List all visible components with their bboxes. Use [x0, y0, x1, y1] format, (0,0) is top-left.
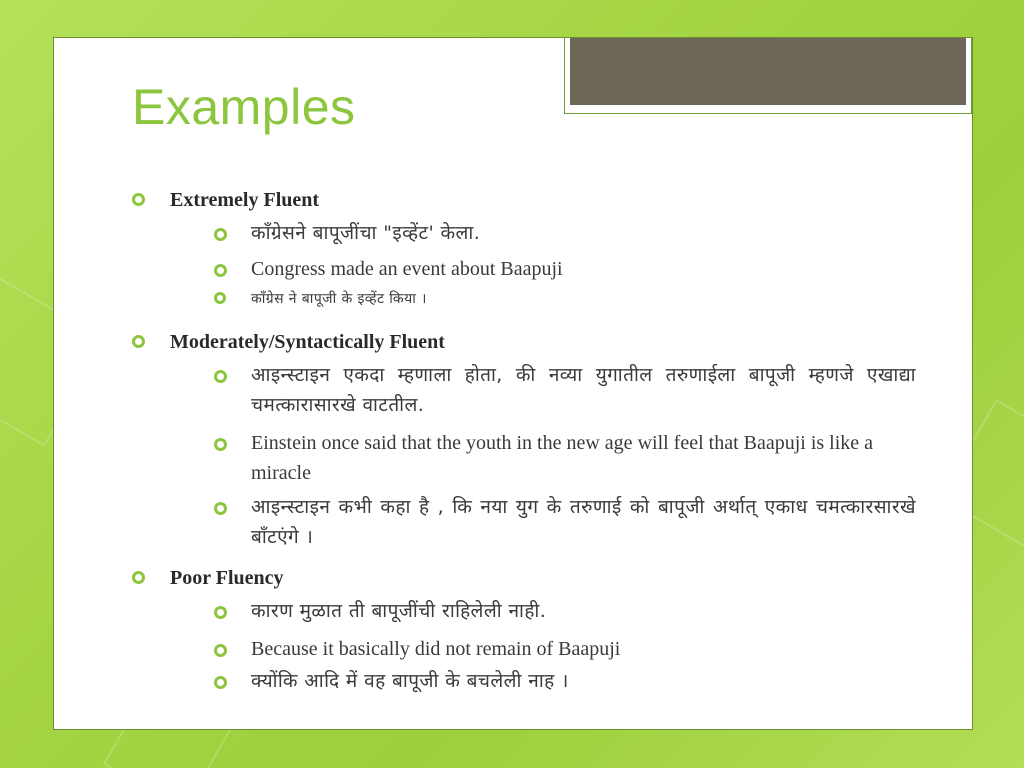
list-item-text: Congress made an event about Baapuji — [251, 258, 563, 280]
list-item-text: क्योंकि आदि में वह बापूजी के बचलेली नाह । — [251, 670, 569, 692]
list-item — [130, 254, 916, 284]
ring-bullet-icon — [214, 676, 227, 689]
list-item — [130, 360, 916, 420]
ring-bullet-icon — [214, 438, 227, 451]
list-item-text: कॉंग्रेस ने बापूजी के इव्हेंट किया । — [251, 291, 427, 307]
ring-bullet-icon — [214, 292, 226, 304]
list-item — [130, 218, 916, 248]
ring-bullet-icon — [214, 606, 227, 619]
ring-bullet-icon — [214, 502, 227, 515]
title-decoration-block — [564, 38, 972, 114]
ring-bullet-icon — [132, 193, 145, 206]
slide-title: Examples — [132, 79, 356, 135]
ring-bullet-icon — [214, 264, 227, 277]
ring-bullet-icon — [132, 335, 145, 348]
list-item-text: कॉंग्रेसने बापूजींचा "इव्हेंट' केला. — [251, 222, 481, 244]
list-item — [130, 492, 916, 552]
ring-bullet-icon — [214, 228, 227, 241]
list-item — [130, 284, 916, 314]
section-heading-poor-fluency — [130, 564, 930, 592]
section-heading-text: Moderately/Syntactically Fluent — [170, 331, 445, 353]
ring-bullet-icon — [214, 644, 227, 657]
list-item-text: Einstein once said that the youth in the new age will feel that Baapuji is like a miracle — [251, 432, 874, 484]
list-item-text: आइन्स्टाइन कभी कहा है , कि नया युग के तरुणाई को बापूजी अर्थात् एकाध चमत्कारसारखे बाँटएंगे । — [251, 496, 916, 548]
section-heading-text: Poor Fluency — [170, 567, 284, 589]
section-heading-extremely-fluent — [130, 186, 930, 214]
ring-bullet-icon — [132, 571, 145, 584]
title-decoration-fill — [570, 38, 966, 105]
list-item — [130, 666, 916, 696]
list-item-text: आइन्स्टाइन एकदा म्हणाला होता, की नव्या युगातील तरुणाईला बापूजी म्हणजे एखाद्या चमत्कारासारखे वाटतील. — [251, 364, 916, 416]
list-item-text: Because it basically did not remain of Baapuji — [251, 638, 621, 660]
ring-bullet-icon — [214, 370, 227, 383]
list-item-text: कारण मुळात ती बापूजींची राहिलेली नाही. — [251, 600, 547, 622]
slide-content — [130, 186, 930, 696]
section-heading-text: Extremely Fluent — [170, 189, 320, 211]
list-item — [130, 596, 916, 626]
section-heading-moderately-fluent — [130, 328, 930, 356]
list-item — [130, 634, 916, 664]
list-item — [130, 428, 916, 488]
